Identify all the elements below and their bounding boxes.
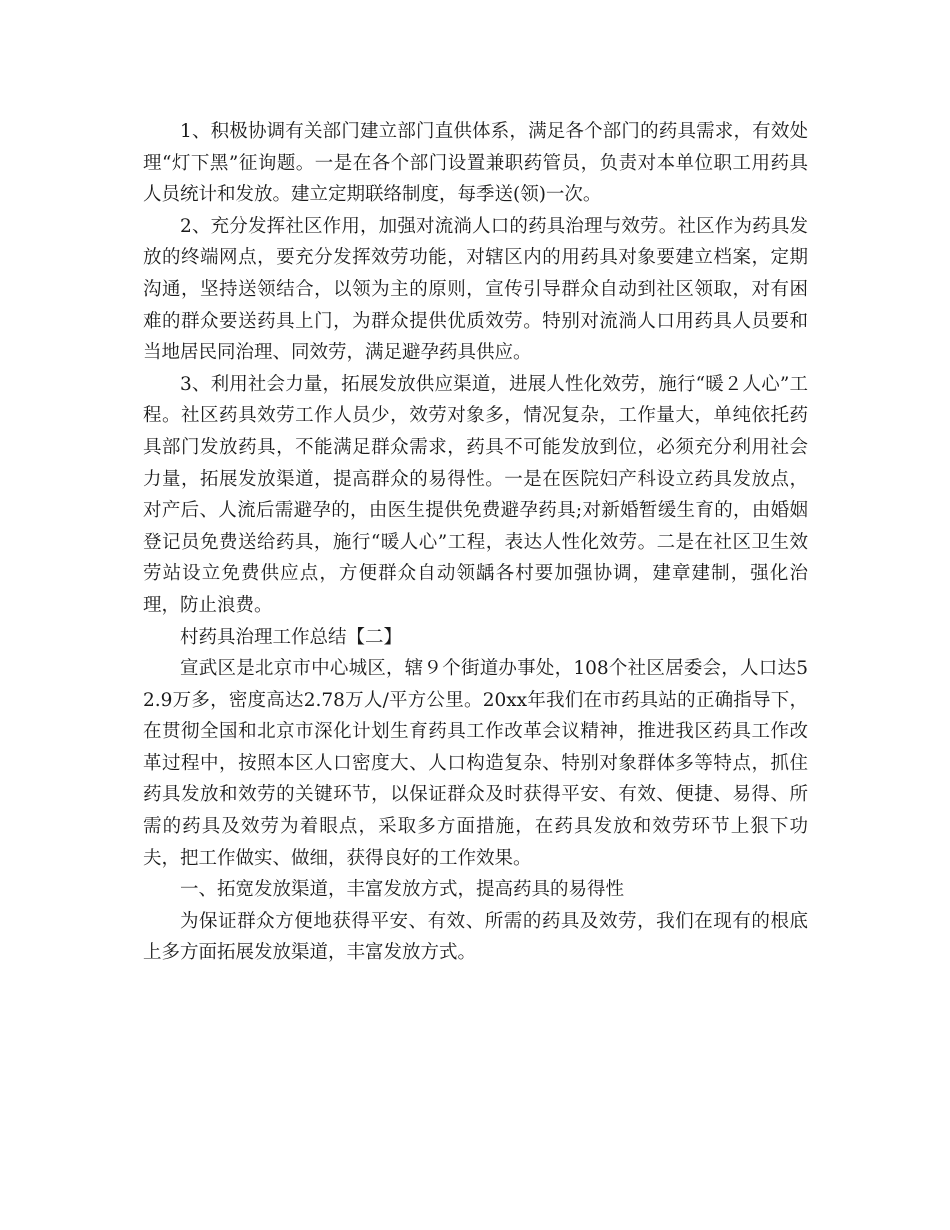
subsection-heading: 一、拓宽发放渠道，丰富发放方式，提高药具的易得性 bbox=[180, 879, 625, 901]
paragraph-item-2: 2、充分发挥社区作用，加强对流淌人口的药具治理与效劳。社区作为药具发放的终端网点，要充分发挥效劳功能，对辖区内的用药具对象要建立档案，定期沟通，坚持送领结合，以领为主的原则，宣传引导群众自动到社区领取，对有困难的群众要送药具上门，为群众提供优质效劳。特别对流淌人口用药具人员要和当地居民同治理、同效劳，满足避孕药具供应。 bbox=[143, 215, 808, 364]
paragraph-subsection: 为保证群众方便地获得平安、有效、所需的药具及效劳，我们在现有的根底上多方面拓展发放渠道，丰富发放方式。 bbox=[143, 910, 808, 964]
section-heading: 村药具治理工作总结【二】 bbox=[180, 626, 403, 648]
paragraph-intro: 宣武区是北京市中心城区，辖９个街道办事处，108个社区居委会，人口达52.9万多，密度高达2.78万人/平方公里。20xx年我们在市药具站的正确指导下，在贯彻全国和北京市深化计划生育药具工作改革会议精神，推进我区药具工作改革过程中，按照本区人口密度大、人口构造复杂、特别对象群体多等特点，抓住药具发放和效劳的关键环节，以保证群众及时获得平安、有效、便捷、易得、所需的药具及效劳为着眼点，采取多方面措施，在药具发放和效劳环节上狠下功夫，把工作做实、做细，获得良好的工作效果。 bbox=[143, 658, 808, 869]
paragraph-item-3: 3、利用社会力量，拓展发放供应渠道，进展人性化效劳，施行“暖２人心”工程。社区药具效劳工作人员少，效劳对象多，情况复杂，工作量大，单纯依托药具部门发放药具，不能满足群众需求，药具不可能发放到位，必须充分利用社会力量，拓展发放渠道，提高群众的易得性。一是在医院妇产科设立药具发放点，对产后、人流后需避孕的，由医生提供免费避孕药具;对新婚暂缓生育的，由婚姻登记员免费送给药具，施行“暖人心”工程，表达人性化效劳。二是在社区卫生效劳站设立免费供应点，方便群众自动领龋各村要加强协调，建章建制，强化治理，防止浪费。 bbox=[143, 373, 808, 616]
document-body bbox=[143, 116, 808, 969]
paragraph-item-1: 1、积极协调有关部门建立部门直供体系，满足各个部门的药具需求，有效处理“灯下黑”征询题。一是在各个部门设置兼职药管员，负责对本单位职工用药具人员统计和发放。建立定期联络制度，每季送(领)一次。 bbox=[143, 121, 808, 206]
